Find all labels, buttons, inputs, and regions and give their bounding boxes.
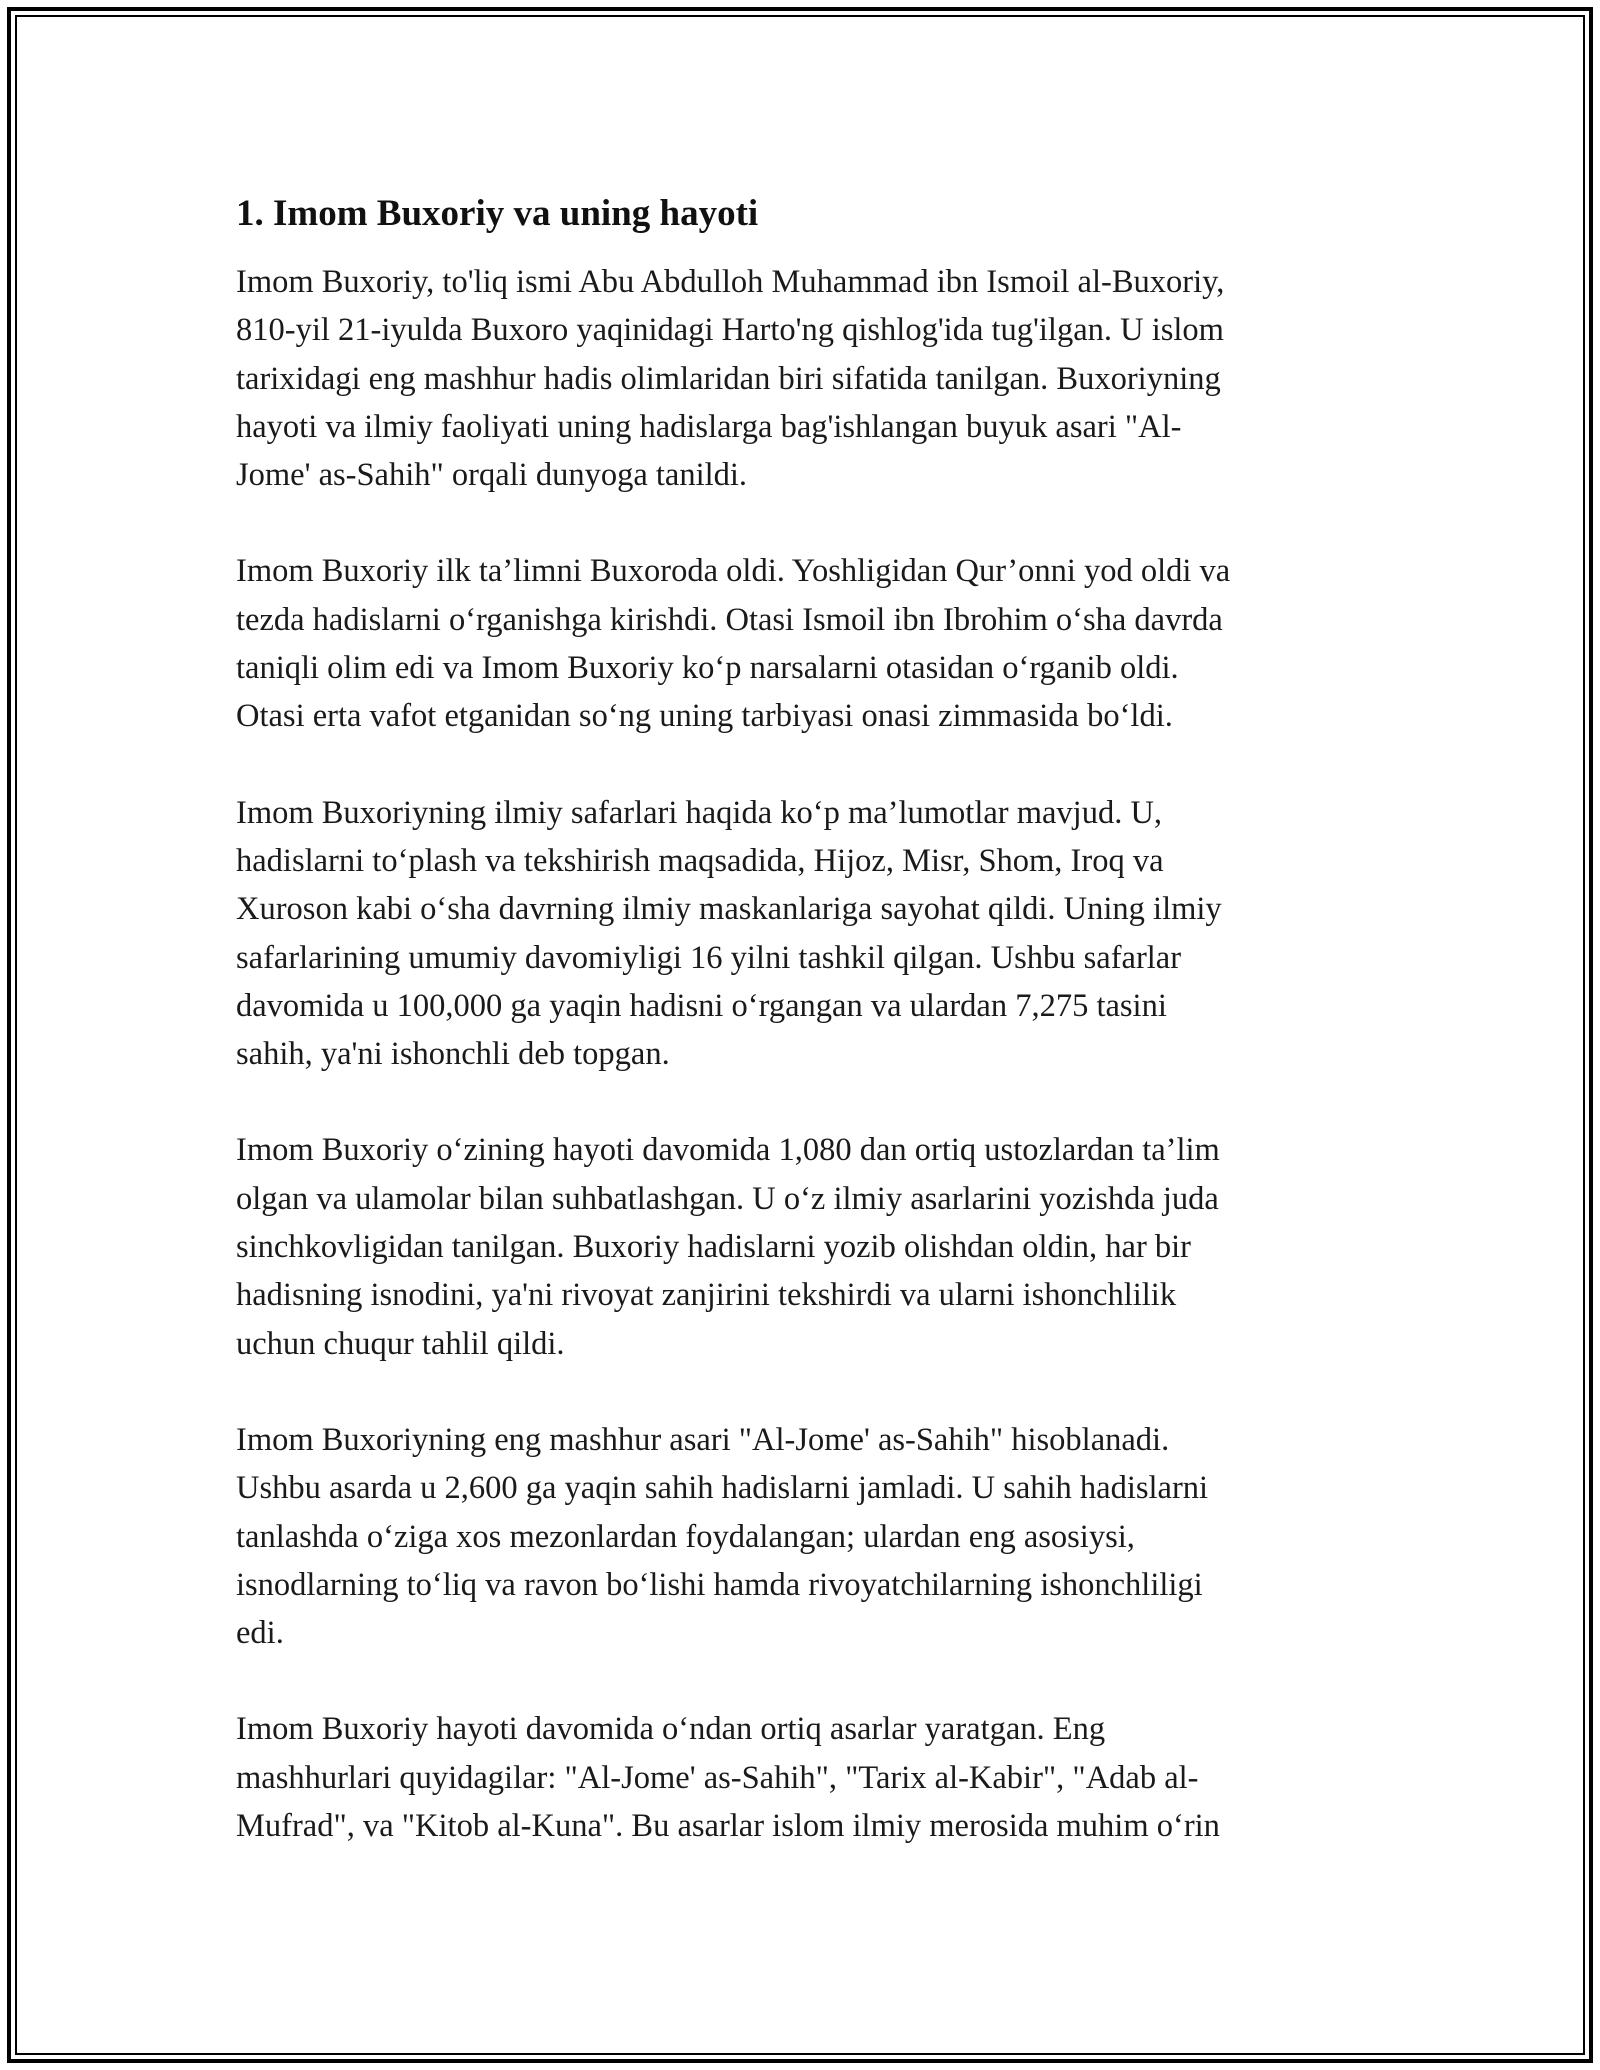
- document-body: [236, 186, 1366, 1898]
- section-heading: 1. Imom Buxoriy va uning hayoti: [236, 193, 759, 234]
- paragraph-travels: Imom Buxoriyning ilmiy safarlari haqida ko‘p ma’lumotlar mavjud. U, hadislarni to‘plash va tekshirish maqsadida, Hijoz, Misr, Shom, Iroq va Xuroson kabi o‘sha davrning ilmiy maskanlariga sayohat qildi. Uning ilmiy safarlarining umumiy davomiyligi 16 yilni tashkil qilgan. Ushbu safarlar davomida u 100,000 ga yaqin hadisni o‘rgangan va ulardan 7,275 tasini sahih, ya'ni ishonchli deb topgan.: [236, 794, 1222, 1073]
- paragraph-main-work: Imom Buxoriyning eng mashhur asari "Al-Jome' as-Sahih" hisoblanadi. Ushbu asarda u 2,600 ga yaqin sahih hadislarni jamladi. U sahih hadislarni tanlashda o‘ziga xos mezonlardan foydalangan; ulardan eng asosiysi, isnodlarning to‘liq va ravon bo‘lishi hamda rivoyatchilarning ishonchliligi edi.: [236, 1421, 1209, 1652]
- paragraph-teachers: Imom Buxoriy o‘zining hayoti davomida 1,080 dan ortiq ustozlardan ta’lim olgan va ulamolar bilan suhbatlashgan. U o‘z ilmiy asarlarini yozishda juda sinchkovligidan tanilgan. Buxoriy hadislarni yozib olishdan oldin, har bir hadisning isnodini, ya'ni rivoyat zanjirini tekshirdi va ularni ishonchlilik uchun chuqur tahlil qildi.: [236, 1132, 1220, 1362]
- paragraph-birth: Imom Buxoriy, to'liq ismi Abu Abdulloh Muhammad ibn Ismoil al-Buxoriy, 810-yil 21-iyulda Buxoro yaqinidagi Harto'ng qishlog'ida tug'ilgan. U islom tarixidagi eng mashhur hadis olimlaridan biri sifatida tanilgan. Buxoriyning hayoti va ilmiy faoliyati uning hadislarga bag'ishlangan buyuk asari "Al- Jome' as-Sahih" orqali dunyoga tanildi.: [236, 264, 1225, 494]
- paragraph-education: Imom Buxoriy ilk ta’limni Buxoroda oldi. Yoshligidan Qur’onni yod oldi va tezda hadislarni o‘rganishga kirishdi. Otasi Ismoil ibn Ibrohim o‘sha davrda taniqli olim edi va Imom Buxoriy ko‘p narsalarni otasidan o‘rganib oldi. Otasi erta vafot etganidan so‘ng uning tarbiyasi onasi zimmasida bo‘ldi.: [236, 553, 1231, 735]
- paragraph-works-list: Imom Buxoriy hayoti davomida o‘ndan ortiq asarlar yaratgan. Eng mashhurlari quyidagilar: "Al-Jome' as-Sahih", "Tarix al-Kabir", "Adab al- Mufrad", va "Kitob al-Kuna". Bu asarlar islom ilmiy merosida muhim o‘rin: [236, 1711, 1220, 1845]
